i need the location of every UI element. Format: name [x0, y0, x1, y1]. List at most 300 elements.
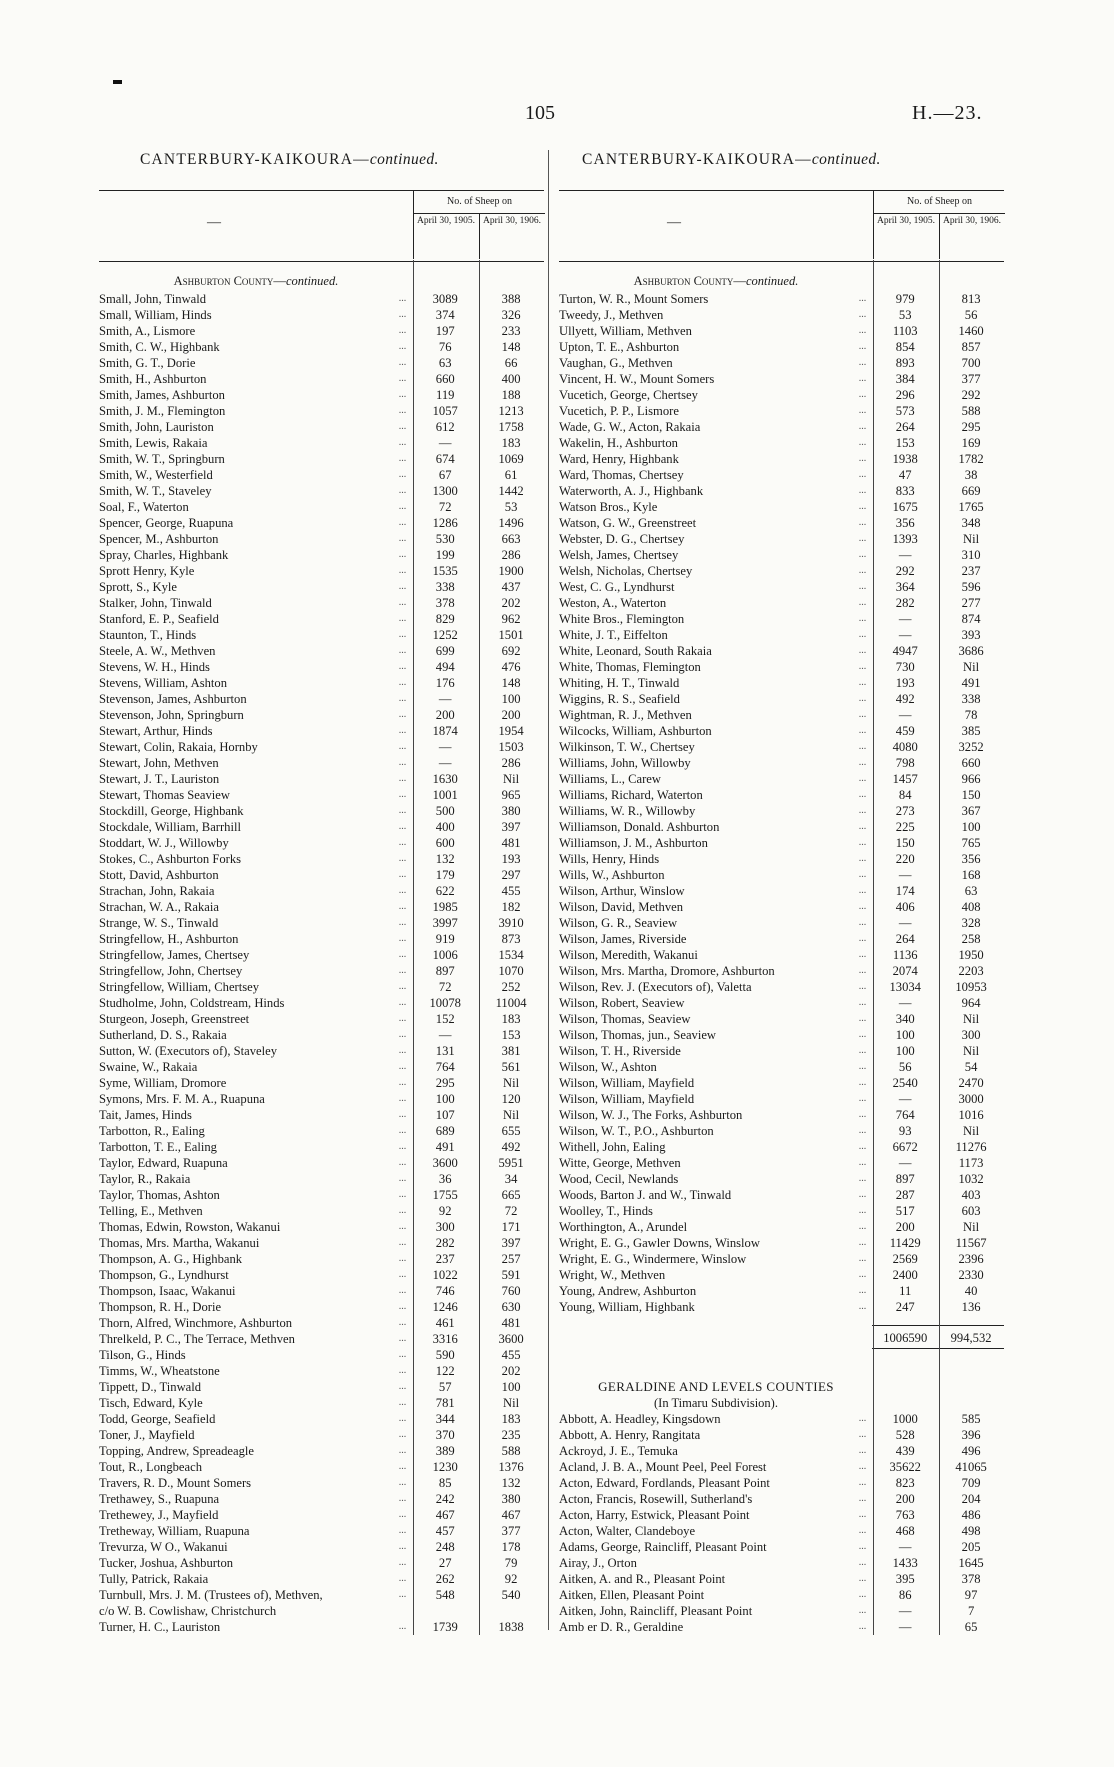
- sheep-1906: 596: [961, 580, 981, 594]
- owner-name: Toner, J., Mayfield: [99, 1428, 198, 1442]
- owner-name-cell: [559, 1075, 872, 1091]
- table-row: [99, 1315, 544, 1331]
- table-row: [99, 1027, 544, 1043]
- table-row: [559, 1427, 1004, 1443]
- owner-name: Wightman, R. J., Methven: [559, 708, 695, 722]
- sheep-1905: 600: [435, 836, 455, 850]
- owner-name-cell: [99, 819, 412, 835]
- left-column-heading: CANTERBURY-KAIKOURA—continued.: [140, 151, 439, 168]
- owner-name-cell: [99, 771, 412, 787]
- sheep-1906: 182: [501, 900, 521, 914]
- sheep-1905: —: [898, 996, 912, 1010]
- sheep-1905: —: [438, 740, 452, 754]
- owner-name: Wilson, Thomas, Seaview: [559, 1012, 693, 1026]
- sheep-1905: 548: [435, 1588, 455, 1602]
- sheep-1905: 100: [895, 1044, 915, 1058]
- sheep-1905: 439: [895, 1444, 915, 1458]
- sheep-1905: 86: [898, 1588, 912, 1602]
- sheep-1906: 481: [501, 836, 521, 850]
- table-row: [559, 1619, 1004, 1635]
- table-row: [559, 611, 1004, 627]
- table-row: [99, 691, 544, 707]
- table-row: [99, 323, 544, 339]
- sheep-1906: 603: [961, 1204, 981, 1218]
- owner-name-cell: [99, 1619, 412, 1635]
- sheep-1905: 406: [895, 900, 915, 914]
- sheep-1906: 1173: [958, 1156, 984, 1170]
- owner-name: Spencer, M., Ashburton: [99, 532, 221, 546]
- sheep-1905: —: [898, 548, 912, 562]
- owner-name-cell: [559, 643, 872, 659]
- owner-name: Ward, Thomas, Chertsey: [559, 468, 687, 482]
- sheep-1905: 763: [895, 1508, 915, 1522]
- sheep-1906: 481: [501, 1316, 521, 1330]
- sheep-1905: 153: [895, 436, 915, 450]
- owner-name-cell: [99, 915, 412, 931]
- owner-name: Stewart, John, Methven: [99, 756, 222, 770]
- owner-name-cell: [99, 1363, 412, 1379]
- owner-name: Sutton, W. (Executors of), Staveley: [99, 1044, 280, 1058]
- table-row: [559, 627, 1004, 643]
- owner-name-cell: [99, 1203, 412, 1219]
- owner-name: Sprott, S., Kyle: [99, 580, 180, 594]
- sheep-1906: 183: [501, 1012, 521, 1026]
- sheep-1906: 665: [501, 1188, 521, 1202]
- owner-name-cell: [559, 1027, 872, 1043]
- sheep-1905: 1985: [432, 900, 458, 914]
- owner-name: Stewart, Thomas Seaview: [99, 788, 233, 802]
- owner-name: Whiting, H. T., Tinwald: [559, 676, 682, 690]
- sheep-1906: 380: [501, 1492, 521, 1506]
- table-row: [559, 371, 1004, 387]
- sheep-1905: 2400: [892, 1268, 918, 1282]
- total-1905: 1006590: [872, 1325, 938, 1349]
- owner-name-cell: [99, 419, 412, 435]
- owner-name: Topping, Andrew, Spreadeagle: [99, 1444, 257, 1458]
- owner-name: Sprott Henry, Kyle: [99, 564, 197, 578]
- sheep-1905: 340: [895, 1012, 915, 1026]
- owner-name: Ullyett, William, Methven: [559, 324, 695, 338]
- table-row: [559, 947, 1004, 963]
- owner-name: Telling, E., Methven: [99, 1204, 206, 1218]
- sheep-1906: 1496: [498, 516, 524, 530]
- table-row: [99, 515, 544, 531]
- table-row: [99, 979, 544, 995]
- owner-name-cell: [99, 1171, 412, 1187]
- sheep-1906: 300: [961, 1028, 981, 1042]
- table-row: [559, 995, 1004, 1011]
- sheep-1905: 833: [895, 484, 915, 498]
- owner-name-cell: [559, 611, 872, 627]
- sheep-1906: 660: [961, 756, 981, 770]
- owner-name-cell: [559, 1139, 872, 1155]
- sheep-1905: 92: [438, 1204, 452, 1218]
- owner-name: Vaughan, G., Methven: [559, 356, 676, 370]
- owner-name: Stewart, J. T., Lauriston: [99, 772, 222, 786]
- sheep-1906: 874: [961, 612, 981, 626]
- sheep-1905: 1300: [432, 484, 458, 498]
- owner-name: Wilson, James, Riverside: [559, 932, 690, 946]
- table-row: [99, 883, 544, 899]
- table-row: [559, 1587, 1004, 1603]
- sheep-1905: 1006: [432, 948, 458, 962]
- page-mark: [113, 80, 122, 84]
- owner-name: Tarbotton, T. E., Ealing: [99, 1140, 220, 1154]
- owner-name: Thomas, Edwin, Rowston, Wakanui: [99, 1220, 283, 1234]
- sheep-1905: —: [898, 868, 912, 882]
- table-row: [559, 1475, 1004, 1491]
- table-row: [559, 707, 1004, 723]
- sheep-1906: 1900: [498, 564, 524, 578]
- table-row: [99, 1155, 544, 1171]
- table-row: [99, 531, 544, 547]
- sheep-1905: 57: [438, 1380, 452, 1394]
- table-row: [99, 1395, 544, 1411]
- sheep-1906: 561: [501, 1060, 521, 1074]
- sheep-1906: 964: [961, 996, 981, 1010]
- table-row: [99, 1043, 544, 1059]
- owner-name: Wilcocks, William, Ashburton: [559, 724, 715, 738]
- owner-name-cell: [99, 1347, 412, 1363]
- owner-name-cell: [99, 883, 412, 899]
- section-heading: Ashburton County—continued.: [633, 274, 799, 288]
- owner-name-cell: [559, 1443, 872, 1459]
- sheep-1905: 11: [899, 1284, 912, 1298]
- owner-name-cell: [99, 1027, 412, 1043]
- sheep-1905: 3997: [432, 916, 458, 930]
- sheep-1905: —: [898, 1604, 912, 1618]
- sheep-1905: 370: [435, 1428, 455, 1442]
- owner-name-cell: [99, 563, 412, 579]
- sheep-1906: 193: [501, 852, 521, 866]
- table-row: [99, 1619, 544, 1635]
- owner-name: Wilson, W. J., The Forks, Ashburton: [559, 1108, 745, 1122]
- sheep-1905: 220: [895, 852, 915, 866]
- sheep-1906: 7: [967, 1604, 975, 1618]
- table-row: [559, 1571, 1004, 1587]
- sheep-1905: 781: [435, 1396, 455, 1410]
- table-row: [559, 771, 1004, 787]
- sheep-1905: 237: [435, 1252, 455, 1266]
- sheep-1906: 588: [501, 1444, 521, 1458]
- owner-name: Tully, Patrick, Rakaia: [99, 1572, 211, 1586]
- owner-name: Sturgeon, Joseph, Greenstreet: [99, 1012, 252, 1026]
- table-row: [559, 515, 1004, 531]
- sheep-1905: 56: [898, 1060, 912, 1074]
- sheep-1905: 152: [435, 1012, 455, 1026]
- owner-name: Wood, Cecil, Newlands: [559, 1172, 681, 1186]
- table-row: [99, 419, 544, 435]
- owner-name-cell: [559, 883, 872, 899]
- sheep-1905: 457: [435, 1524, 455, 1538]
- table-row: [99, 403, 544, 419]
- owner-name-cell: [99, 707, 412, 723]
- owner-name: White, Leonard, South Rakaia: [559, 644, 715, 658]
- owner-name: Smith, John, Lauriston: [99, 420, 217, 434]
- owner-name-cell: [559, 1011, 872, 1027]
- table-row: [559, 387, 1004, 403]
- sheep-1906: 188: [501, 388, 521, 402]
- owner-name-cell: [559, 403, 872, 419]
- sheep-1906: 388: [501, 292, 521, 306]
- sheep-1906: 277: [961, 596, 981, 610]
- sheep-1906: Nil: [963, 1220, 980, 1234]
- sheep-1906: 1782: [958, 452, 984, 466]
- table-row: [99, 803, 544, 819]
- sheep-1906: 397: [501, 1236, 521, 1250]
- sheep-1906: 202: [501, 596, 521, 610]
- owner-name: Wilson, W., Ashton: [559, 1060, 660, 1074]
- table-row: [559, 547, 1004, 563]
- sheep-1906: 377: [961, 372, 981, 386]
- sheep-1905: 176: [435, 676, 455, 690]
- sheep-1906: 100: [961, 820, 981, 834]
- owner-name: Stringfellow, John, Chertsey: [99, 964, 245, 978]
- sheep-1906: 585: [961, 1412, 981, 1426]
- table-row: [559, 291, 1004, 307]
- table-row: [559, 803, 1004, 819]
- sheep-1905: —: [438, 756, 452, 770]
- owner-name-cell: [99, 1107, 412, 1123]
- owner-name: Thorn, Alfred, Winchmore, Ashburton: [99, 1316, 295, 1330]
- sheep-1906: 760: [501, 1284, 521, 1298]
- owner-name-cell: [99, 643, 412, 659]
- sheep-1905: 1103: [892, 324, 918, 338]
- table-row: [99, 659, 544, 675]
- table-row: [559, 1507, 1004, 1523]
- sheep-1905: 612: [435, 420, 455, 434]
- sheep-1906: 295: [961, 420, 981, 434]
- sheep-1906: 65: [964, 1620, 978, 1634]
- owner-name: Welsh, James, Chertsey: [559, 548, 681, 562]
- owner-name-cell: [99, 1139, 412, 1155]
- table-row: [559, 739, 1004, 755]
- sheep-1906: 3000: [958, 1092, 984, 1106]
- sheep-1906: 183: [501, 1412, 521, 1426]
- owner-name: Travers, R. D., Mount Somers: [99, 1476, 254, 1490]
- owner-name-cell: [99, 355, 412, 371]
- sheep-1906: 235: [501, 1428, 521, 1442]
- table-row: [559, 1603, 1004, 1619]
- sheep-1906: 669: [961, 484, 981, 498]
- owner-name: Spencer, George, Ruapuna: [99, 516, 236, 530]
- table-row: [559, 1459, 1004, 1475]
- right-rows: [559, 262, 1004, 1635]
- sheep-1906: 148: [501, 676, 521, 690]
- owner-name: Stringfellow, H., Ashburton: [99, 932, 241, 946]
- owner-name: Strange, W. S., Tinwald: [99, 916, 221, 930]
- sheep-1906: 1069: [498, 452, 524, 466]
- table-row: [559, 819, 1004, 835]
- table-row: [559, 1555, 1004, 1571]
- sheep-1906: 1765: [958, 500, 984, 514]
- owner-name: Ward, Henry, Highbank: [559, 452, 682, 466]
- owner-name: Amb er D. R., Geraldine: [559, 1620, 686, 1634]
- owner-name-cell: [99, 403, 412, 419]
- sheep-1905: 344: [435, 1412, 455, 1426]
- owner-name-cell: [559, 1587, 872, 1603]
- sheep-1905: —: [438, 692, 452, 706]
- page-number: 105: [525, 102, 555, 124]
- sheep-1906: 965: [501, 788, 521, 802]
- sheep-1906: Nil: [503, 772, 520, 786]
- owner-name-cell: [99, 947, 412, 963]
- table-row: [559, 531, 1004, 547]
- owner-name: Williams, W. R., Willowby: [559, 804, 698, 818]
- sheep-1906: 171: [501, 1220, 521, 1234]
- owner-name-cell: [559, 691, 872, 707]
- table-row: [99, 1379, 544, 1395]
- sheep-1906: 1442: [498, 484, 524, 498]
- owner-name-cell: [99, 1603, 412, 1619]
- sheep-1905: 374: [435, 308, 455, 322]
- owner-name: White, J. T., Eiffelton: [559, 628, 671, 642]
- sheep-1905: 1938: [892, 452, 918, 466]
- owner-name: Spray, Charles, Highbank: [99, 548, 231, 562]
- owner-name-cell: [99, 1507, 412, 1523]
- owner-name: Smith, James, Ashburton: [99, 388, 228, 402]
- owner-name-cell: [99, 1427, 412, 1443]
- table-row: [559, 435, 1004, 451]
- sheep-1906: 66: [504, 356, 518, 370]
- sheep-1906: 356: [961, 852, 981, 866]
- owner-name: Wakelin, H., Ashburton: [559, 436, 681, 450]
- sheep-1906: 120: [501, 1092, 521, 1106]
- table-row: [99, 563, 544, 579]
- owner-name: Williamson, J. M., Ashburton: [559, 836, 711, 850]
- sheep-1905: 1457: [892, 772, 918, 786]
- owner-name: Wilson, T. H., Riverside: [559, 1044, 684, 1058]
- table-row: [99, 1187, 544, 1203]
- owner-name: Stoddart, W. J., Willowby: [99, 836, 232, 850]
- sheep-1905: 72: [438, 500, 452, 514]
- owner-name: Withell, John, Ealing: [559, 1140, 669, 1154]
- sheep-1906: 496: [961, 1444, 981, 1458]
- sheep-1906: 257: [501, 1252, 521, 1266]
- sheep-1906: 1645: [958, 1556, 984, 1570]
- owner-name-cell: [99, 1219, 412, 1235]
- owner-name-cell: [559, 1507, 872, 1523]
- sheep-1906: 2330: [958, 1268, 984, 1282]
- owner-name: Smith, C. W., Highbank: [99, 340, 223, 354]
- table-row: [99, 1475, 544, 1491]
- sheep-1906: Nil: [963, 1124, 980, 1138]
- table-row: [559, 451, 1004, 467]
- owner-name-cell: [99, 1411, 412, 1427]
- table-row: [99, 627, 544, 643]
- owner-name: Abbott, A. Headley, Kingsdown: [559, 1412, 724, 1426]
- sheep-1905: —: [898, 1156, 912, 1170]
- owner-name-cell: [99, 1587, 412, 1603]
- sheep-1906: 437: [501, 580, 521, 594]
- table-row: [99, 995, 544, 1011]
- owner-name: Thomas, Mrs. Martha, Wakanui: [99, 1236, 262, 1250]
- sheep-1906: 492: [501, 1140, 521, 1154]
- sheep-1905: 459: [895, 724, 915, 738]
- owner-name-cell: [99, 1523, 412, 1539]
- sheep-1906: 252: [501, 980, 521, 994]
- geraldine-subheading: (In Timaru Subdivision).: [654, 1396, 778, 1410]
- owner-name-cell: [99, 1043, 412, 1059]
- owner-name: Turnbull, Mrs. J. M. (Trustees of), Methven,: [99, 1588, 326, 1602]
- table-row: [99, 1331, 544, 1347]
- table-row: [99, 963, 544, 979]
- sheep-1906: 397: [501, 820, 521, 834]
- owner-name: Wilson, Mrs. Martha, Dromore, Ashburton: [559, 964, 778, 978]
- table-row: [99, 819, 544, 835]
- sheep-1905: 93: [898, 1124, 912, 1138]
- owner-name-cell: [559, 563, 872, 579]
- owner-name: Sutherland, D. S., Rakaia: [99, 1028, 230, 1042]
- owner-name: c/o W. B. Cowlishaw, Christchurch: [99, 1604, 279, 1618]
- owner-name-cell: [559, 659, 872, 675]
- sheep-1906: Nil: [963, 1044, 980, 1058]
- sheep-1906: 1460: [958, 324, 984, 338]
- owner-name: Stringfellow, William, Chertsey: [99, 980, 262, 994]
- sheep-1905: 461: [435, 1316, 455, 1330]
- table-row: [99, 1011, 544, 1027]
- sheep-label: No. of Sheep on: [873, 191, 1005, 214]
- sheep-1906: 1016: [958, 1108, 984, 1122]
- owner-name-cell: [99, 387, 412, 403]
- sheep-1905: 400: [435, 820, 455, 834]
- table-row: [559, 1187, 1004, 1203]
- sheep-1905: 573: [895, 404, 915, 418]
- owner-name-cell: [559, 1619, 872, 1635]
- sheep-1905: 100: [435, 1092, 455, 1106]
- sheep-1906: 258: [961, 932, 981, 946]
- owner-name-cell: [559, 1523, 872, 1539]
- owner-name: Acton, Francis, Rosewill, Sutherland's: [559, 1492, 755, 1506]
- owner-name-cell: [559, 499, 872, 515]
- sheep-1905: [412, 1603, 478, 1619]
- sheep-1905: 225: [895, 820, 915, 834]
- sheep-1905: 919: [435, 932, 455, 946]
- owner-name: Thompson, Isaac, Wakanui: [99, 1284, 239, 1298]
- sheep-1905: 200: [435, 708, 455, 722]
- owner-name: Acland, J. B. A., Mount Peel, Peel Forest: [559, 1460, 769, 1474]
- owner-name: Smith, W., Westerfield: [99, 468, 216, 482]
- owner-name-cell: [99, 755, 412, 771]
- table-row: [559, 483, 1004, 499]
- sheep-1905: 264: [895, 932, 915, 946]
- sheep-1905: 798: [895, 756, 915, 770]
- owner-name-cell: [99, 579, 412, 595]
- table-row: [99, 1267, 544, 1283]
- owner-name-cell: [559, 515, 872, 531]
- owner-name-cell: [559, 1267, 872, 1283]
- table-row: [559, 931, 1004, 947]
- owner-name: Watson, G. W., Greenstreet: [559, 516, 699, 530]
- sheep-1906: 54: [964, 1060, 978, 1074]
- sheep-1906: 467: [501, 1508, 521, 1522]
- owner-name: Wiggins, R. S., Seafield: [559, 692, 683, 706]
- owner-name-cell: [559, 899, 872, 915]
- table-row: [559, 1251, 1004, 1267]
- owner-name-cell: [99, 1011, 412, 1027]
- table-row: [99, 547, 544, 563]
- owner-name-cell: [99, 963, 412, 979]
- sheep-1905: —: [898, 612, 912, 626]
- owner-name-cell: [99, 1475, 412, 1491]
- sheep-1905: 199: [435, 548, 455, 562]
- table-row: [99, 467, 544, 483]
- owner-name-cell: [559, 931, 872, 947]
- sheep-1905: 730: [895, 660, 915, 674]
- table-row: [99, 291, 544, 307]
- sheep-1906: 72: [504, 1204, 518, 1218]
- owner-name: Small, William, Hinds: [99, 308, 215, 322]
